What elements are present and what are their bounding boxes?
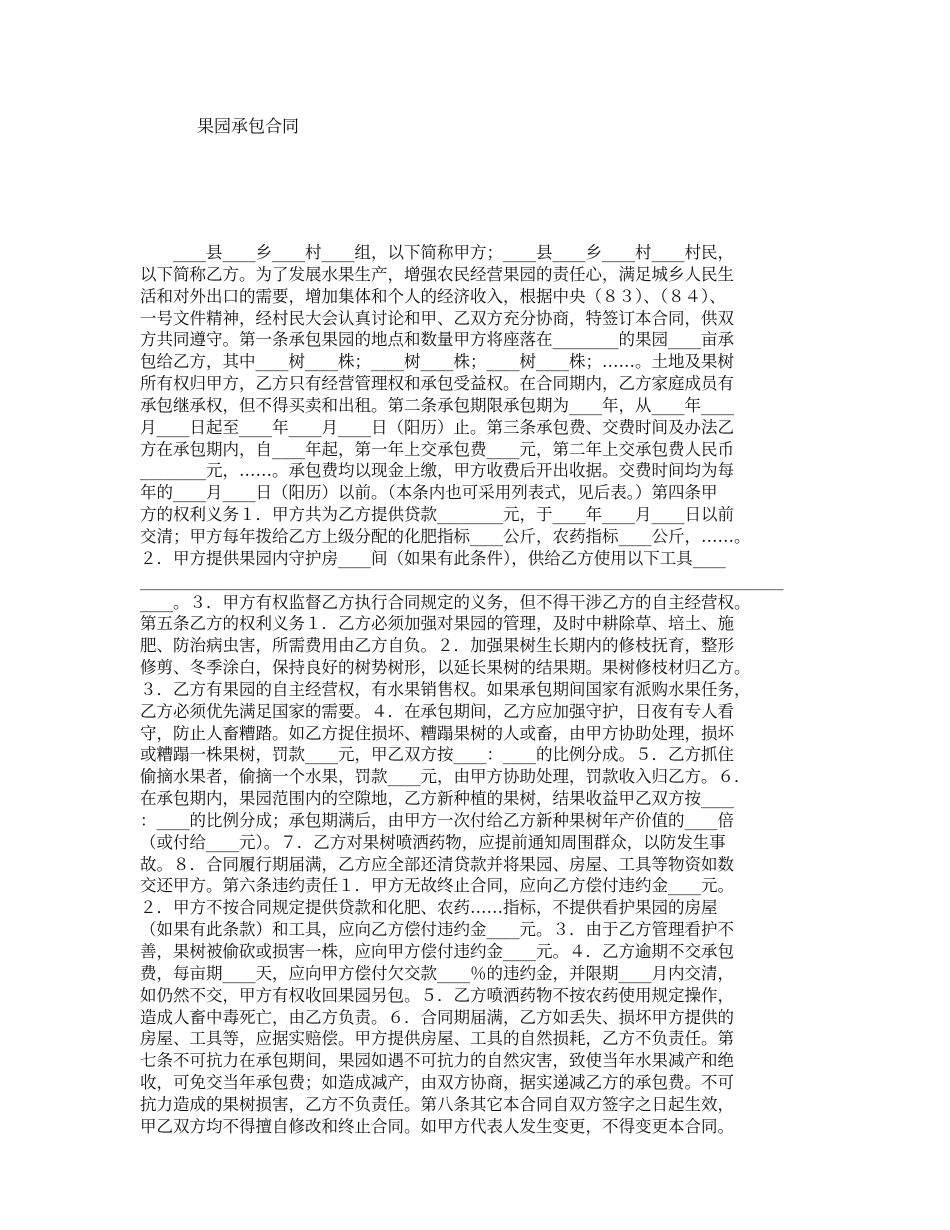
body-line: 一号文件精神，经村民大会认真讨论和甲、乙双方充分协商，特签订本合同，供双 — [140, 308, 734, 328]
body-line: 房屋、工具等，应据实赔偿。甲方提供房屋、工具的自然损耗，乙方不负责任。第 — [140, 1029, 734, 1049]
body-line: ３．乙方有果园的自主经营权，有水果销售权。如果承包期间国家有派购水果任务， — [140, 679, 751, 699]
body-line: （或付给____元）。７．乙方对果树喷洒药物，应提前通知周围群众，以防发生事 — [140, 832, 726, 852]
body-line: （如果有此条款）和工具，应向乙方偿付违约金____元。３．由于乙方管理看护不 — [140, 920, 734, 940]
body-line: 年的____月____日（阳历）以前。（本条内也可采用列表式，见后表。）第四条甲 — [140, 483, 718, 503]
body-line: 甲乙双方均不得擅自修改和终止合同。如甲方代表人发生变更，不得变更本合同。 — [140, 1116, 734, 1136]
body-line: 收，可免交当年承包费；如造成减产，由双方协商，据实递减乙方的承包费。不可 — [140, 1073, 734, 1093]
body-line: 或糟蹋一株果树，罚款____元，甲乙双方按____：____的比例分成。５．乙方抓住 — [140, 745, 734, 765]
body-line: ２．甲方不按合同规定提供贷款和化肥、农药……指标，不提供看护果园的房屋 — [140, 898, 718, 918]
body-line: 如仍然不交，甲方有权收回果园另包。５．乙方喷洒药物不按农药使用规定操作， — [140, 985, 734, 1005]
body-line: 以下简称乙方。为了发展水果生产，增强农民经营果园的责任心，满足城乡人民生 — [140, 264, 734, 284]
body-line: 方的权利义务１．甲方共为乙方提供贷款________元，于____年____月____日以前 — [140, 505, 734, 525]
body-line: 偷摘水果者，偷摘一个水果，罚款____元，由甲方协助处理，罚款收入归乙方。６． — [140, 767, 751, 787]
body-line: ：____的比例分成；承包期满后，由甲方一次付给乙方新种果树年产价值的____倍 — [140, 810, 734, 830]
body-line: 活和对外出口的需要，增加集体和个人的经济收入，根据中央（８３）、（８４）、 — [140, 286, 726, 306]
body-line: 费，每亩期____天，应向甲方偿付欠交款____％的违约金，并限期____月内交清， — [140, 963, 734, 983]
body-line: 善，果树被偷砍或损害一株，应向甲方偿付违约金____元。４．乙方逾期不交承包 — [140, 942, 734, 961]
document-body — [140, 242, 810, 1138]
body-line: ２．甲方提供果园内守护房____间（如果有此条件），供给乙方使用以下工具____ — [140, 548, 726, 568]
body-line: ______________________________________________________________________________ — [140, 570, 784, 590]
body-line: 修剪、冬季涂白，保持良好的树势树形，以延长果树的结果期。果树修枝材归乙方。 — [140, 658, 751, 678]
body-line: 乙方必须优先满足国家的需要。４．在承包期间，乙方应加强守护，日夜有专人看 — [140, 701, 734, 721]
body-line: 第五条乙方的权利义务１．乙方必须加强对果园的管理，及时中耕除草、培土、施 — [140, 614, 734, 634]
body-line: ________元，……。承包费均以现金上缴，甲方收费后开出收据。交费时间均为每 — [140, 461, 734, 481]
body-line: 抗力造成的果树损害，乙方不负责任。第八条其它本合同自双方签字之日起生效， — [140, 1094, 734, 1114]
body-line: 故。８．合同履行期届满，乙方应全部还清贷款并将果园、房屋、工具等物资如数 — [140, 854, 734, 874]
body-line: 肥、防治病虫害，所需费用由乙方自负。２．加强果树生长期内的修枝抚育，整形 — [140, 636, 734, 656]
body-line: 方共同遵守。第一条承包果园的地点和数量甲方将座落在________的果园____亩承 — [140, 330, 734, 350]
body-line: 方在承包期内，自____年起，第一年上交承包费____元，第二年上交承包费人民币 — [140, 439, 734, 459]
body-line: 交还甲方。第六条违约责任１．甲方无故终止合同，应向乙方偿付违约金____元。 — [140, 876, 734, 896]
body-line: 交清；甲方每年拨给乙方上级分配的化肥指标____公斤，农药指标____公斤，……。 — [140, 526, 751, 546]
body-line: 守，防止人畜糟踏。如乙方捉住损坏、糟蹋果树的人或畜，由甲方协助处理，损坏 — [140, 723, 734, 743]
body-line: 所有权归甲方，乙方只有经营管理权和承包受益权。在合同期内，乙方家庭成员有 — [140, 374, 734, 394]
body-line: 包给乙方，其中____树____株；____树____株；____树____株；……。土地及果树 — [140, 352, 734, 372]
body-line: ____。３．甲方有权监督乙方执行合同规定的义务，但不得干涉乙方的自主经营权。 — [140, 592, 751, 612]
body-line: 在承包期内，果园范围内的空隙地，乙方新种植的果树，结果收益甲乙双方按____ — [140, 789, 734, 809]
body-line: 七条不可抗力在承包期间，果园如遇不可抗力的自然灾害，致使当年水果减产和绝 — [140, 1051, 734, 1071]
body-line: ____县____乡____村____组，以下简称甲方；____县____乡____村____村民， — [140, 243, 734, 262]
body-line: 月____日起至____年____月____日（阳历）止。第三条承包费、交费时间及办法乙 — [140, 417, 734, 437]
document-title: 果园承包合同 — [197, 117, 299, 137]
body-line: 承包继承权，但不得买卖和出租。第二条承包期限承包期为____年，从____年____ — [140, 395, 734, 415]
body-line: 造成人畜中毒死亡，由乙方负责。６．合同期届满，乙方如丢失、损坏甲方提供的 — [140, 1007, 734, 1027]
